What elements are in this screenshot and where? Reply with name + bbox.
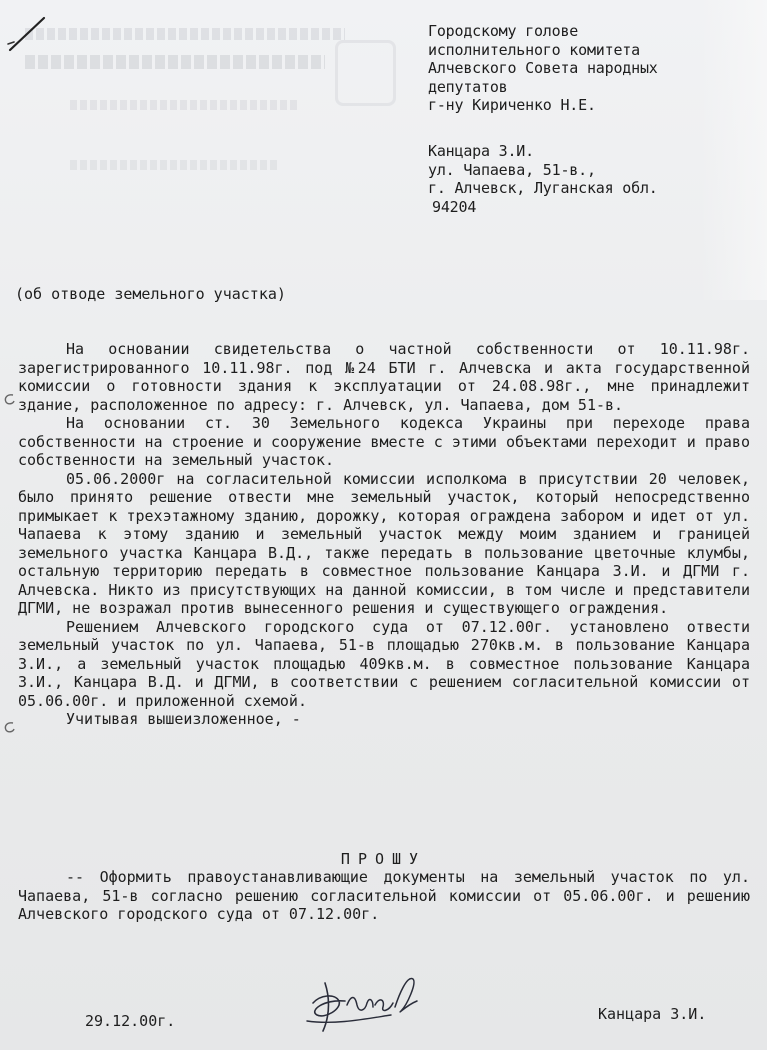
- punch-hole-mark: [2, 720, 16, 734]
- body-paragraph: На основании ст. 30 Земельного кодекса Украины при переходе права собственности на строение и сооружение вместе с этими объектами переходит и право собственности на земельный участок.: [18, 414, 750, 469]
- addressee-line: депутатов: [428, 77, 508, 96]
- body-paragraph: Решением Алчевского городского суда от 07.12.00г. установлено отвести земельный участок по ул. Чапаева, 51-в площадью 270кв.м. в пользование Канцара З.И., а земельный участок площадью 409кв.м. в совместное пользование Канцара З.И., Канцара В.Д. и ДГМИ, в соответствии с решением согласительной комиссии от 05.06.00г. и приложенной схемой.: [18, 617, 750, 710]
- bleed-through-text: [25, 55, 325, 69]
- sender-block: [428, 142, 758, 216]
- body-paragraph: На основании свидетельства о частной собственности от 10.11.98г. зарегистрированного 10.11.98г. под №24 БТИ г. Алчевска и акта государственной комиссии о готовности здания к эксплуатации от 24.08.98г., мне принадлежит здание, расположенное по адресу: г. Алчевск, ул. Чапаева, дом 51-в.: [18, 340, 750, 414]
- addressee-block: [428, 22, 758, 115]
- bleed-through-seal: [335, 40, 396, 106]
- bleed-through-text: [70, 160, 280, 170]
- bleed-through-text: [70, 100, 300, 110]
- body-paragraph: Учитывая вышеизложенное, -: [66, 710, 301, 728]
- bleed-through-text: [25, 28, 345, 40]
- sender-line: г. Алчевск, Луганская обл.: [428, 179, 658, 197]
- handwritten-signature: [295, 965, 445, 1040]
- handwritten-slash-mark: [6, 14, 48, 54]
- letter-body: [18, 340, 750, 729]
- addressee-line: исполнительного комитета: [428, 40, 640, 59]
- request-heading: ПРОШУ: [340, 850, 427, 868]
- body-paragraph: 05.06.2000г на согласительной комиссии исполкома в присутствии 20 человек, было принято решение отвести мне земельный участок, который непосредственно примыкает к трехэтажному зданию, дорожку, которая ограждена забором и идет от ул. Чапаева к этому зданию и земельный участок между моим зданием и границей земельного участка Канцара В.Д., также передать в пользование цветочные клумбы, остальную территорию передать в совместное пользование Канцара З.И. и ДГМИ г. Алчевска. Никто из присутствующих на данной комиссии, в том числе и представители ДГМИ, не возражал против вынесенного решения и существующего ограждения.: [18, 469, 750, 617]
- addressee-line: Алчевского Совета народных: [428, 59, 658, 77]
- signer-name: Канцара З.И.: [598, 1005, 707, 1023]
- addressee-line: г-ну Кириченко Н.Е.: [428, 96, 596, 114]
- sender-line: 94204: [432, 197, 477, 216]
- addressee-line: Городскому голове: [428, 22, 579, 40]
- subject-line: (об отводе земельного участка): [15, 285, 286, 303]
- request-paragraph: [18, 868, 750, 924]
- sender-line: ул. Чапаева, 51-в.,: [428, 160, 596, 179]
- sender-line: Канцара З.И.: [428, 142, 534, 160]
- handwritten-top-mark: [600, 0, 690, 10]
- letter-date: 29.12.00г.: [85, 1012, 176, 1030]
- punch-hole-mark: [2, 392, 16, 406]
- request-text: -- Оформить правоустанавливающие документы на земельный участок по ул. Чапаева, 51-в согласно решению согласительной комиссии от 05.06.00г. и решению Алчевского городского суда от 07.12.00г.: [18, 868, 750, 923]
